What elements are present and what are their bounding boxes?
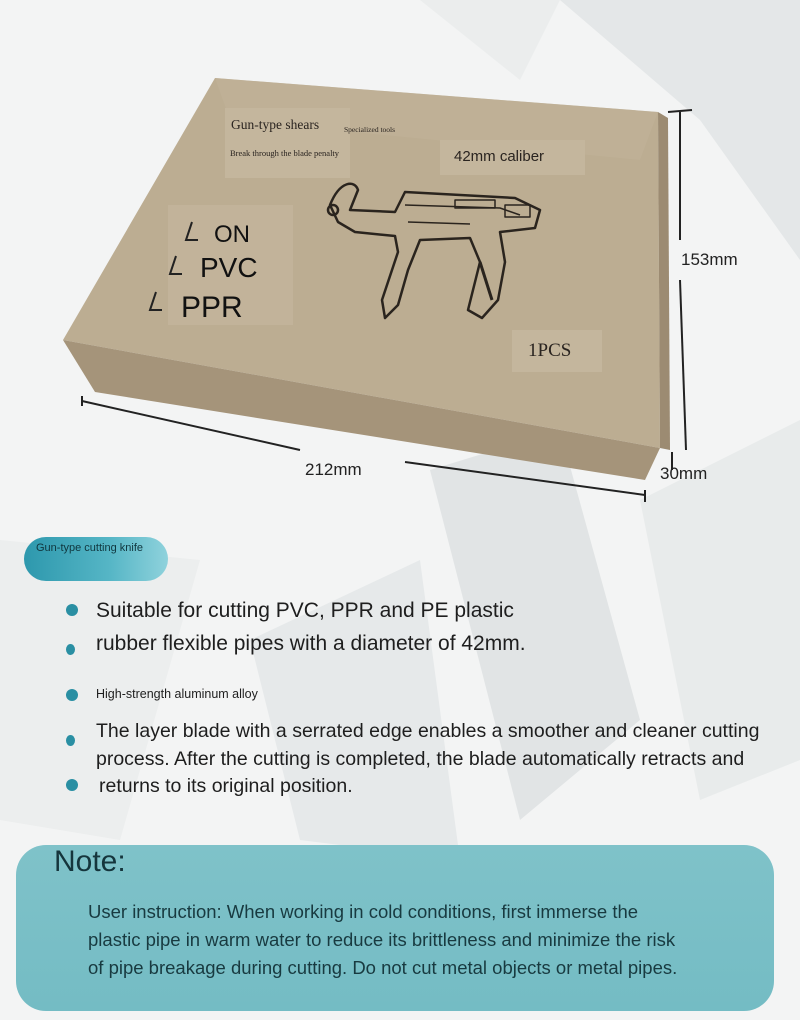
feature-suitable-line1: Suitable for cutting PVC, PPR and PE plastic	[96, 599, 514, 622]
bullet-icon	[66, 779, 78, 791]
note-title: Note:	[54, 845, 126, 878]
dimension-width: 212mm	[305, 460, 362, 479]
note-panel	[16, 845, 774, 1011]
box-break-label: Break through the blade penalty	[230, 148, 340, 158]
box-label-ppr: PPR	[181, 291, 243, 324]
box-caliber-label: 42mm caliber	[454, 148, 545, 165]
feature-blade-line3: returns to its original position.	[99, 775, 353, 797]
note-line-1: User instruction: When working in cold conditions, first immerse the	[88, 901, 639, 922]
note-line-2: plastic pipe in warm water to reduce its brittleness and minimize the risk	[88, 929, 676, 950]
product-type-badge: Gun-type cutting knife	[24, 537, 168, 581]
bullet-icon	[66, 735, 75, 746]
feature-blade-line1: The layer blade with a serrated edge enables a smoother and cleaner cutting	[96, 720, 760, 742]
dimension-height: 153mm	[681, 250, 738, 269]
box-label-pvc: PVC	[200, 252, 258, 283]
bullet-icon	[66, 689, 78, 701]
feature-blade-line2: process. After the cutting is completed, the blade automatically retracts and	[96, 748, 745, 770]
feature-material: High-strength aluminum alloy	[96, 687, 258, 701]
bullet-icon	[66, 644, 75, 655]
dimension-depth: 30mm	[660, 464, 708, 483]
box-title-label: Gun-type shears	[231, 117, 320, 132]
note-line-3: of pipe breakage during cutting. Do not cut metal objects or metal pipes.	[88, 957, 678, 978]
feature-suitable-line2: rubber flexible pipes with a diameter of 42mm.	[96, 632, 526, 655]
box-specialized-label: Specialized tools	[344, 125, 396, 134]
box-label-on: ON	[214, 221, 250, 248]
box-quantity-label: 1PCS	[528, 340, 572, 361]
bullet-icon	[66, 604, 78, 616]
